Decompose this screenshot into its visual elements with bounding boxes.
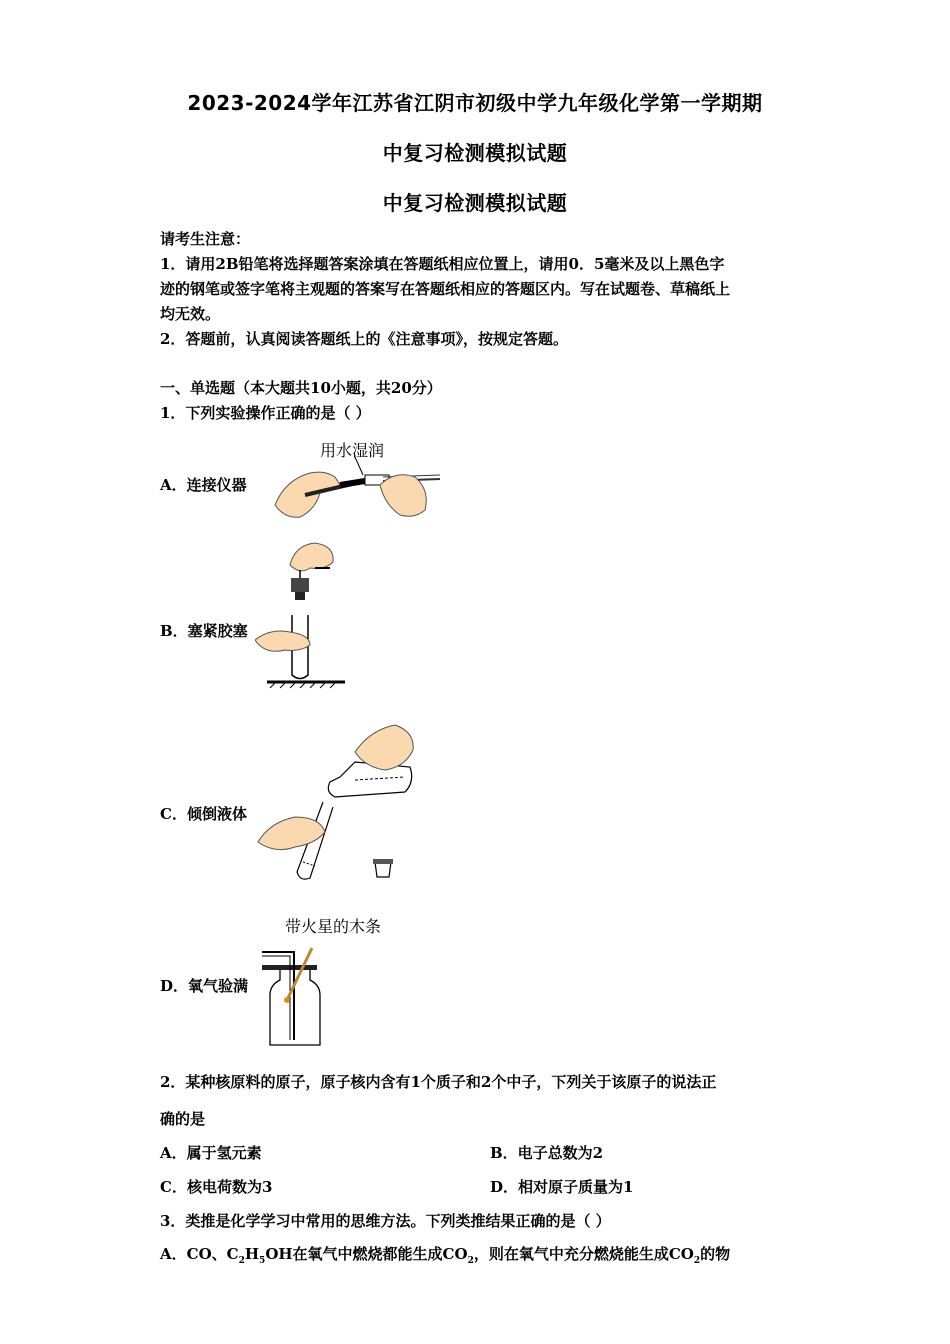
q2-option-c: C．核电荷数为3 (160, 1178, 273, 1196)
q1-option-c: C．倾倒液体 (160, 805, 247, 823)
q1-option-d: D．氧气验满 (160, 977, 249, 995)
section1-heading: 一、单选题（本大题共10小题，共20分） (160, 379, 442, 397)
q3-option-a: A．CO、$C_2H_5OH$在氧气中燃烧都能生成$CO_2$，则在氧气中充分燃烧能生成$CO_2$的物 (160, 1245, 731, 1266)
page-title-line3: 中复习检测模拟试题 (382, 191, 568, 215)
page-title-line1: 2023-2024学年江苏省江阴市初级中学九年级化学第一学期期 (187, 91, 763, 115)
notice-item1-line2: 迹的钢笔或签字笔将主观题的答案写在答题纸相应的答题区内。写在试题卷、草稿纸上 (160, 280, 731, 298)
q1-option-a-figure (265, 455, 445, 525)
notice-item1-line3: 均无效。 (160, 305, 221, 323)
q2-stem-line1: 2．某种核原料的原子，原子核内含有1个质子和2个中子，下列关于该原子的说法正 (160, 1073, 717, 1091)
q2-option-b: B．电子总数为2 (490, 1144, 604, 1162)
q2-option-d: D．相对原子质量为1 (490, 1178, 634, 1196)
q1-stem: 1．下列实验操作正确的是（ ） (160, 404, 371, 422)
q1-option-b: B．塞紧胶塞 (160, 622, 248, 640)
notice-item2: 2．答题前，认真阅读答题纸上的《注意事项》，按规定答题。 (160, 330, 568, 348)
notice-item1-line1: 1．请用2B铅笔将选择题答案涂填在答题纸相应位置上，请用0．5毫米及以上黑色字 (160, 255, 725, 273)
q1-option-a-caption: 用水湿润 (320, 441, 385, 460)
q2-option-a: A．属于氢元素 (160, 1144, 262, 1162)
notice-heading: 请考生注意： (160, 230, 251, 248)
q1-option-c-figure (255, 722, 425, 887)
q1-option-a: A．连接仪器 (160, 476, 247, 494)
q1-option-d-caption: 带火星的木条 (285, 917, 382, 936)
q3-stem: 3．类推是化学学习中常用的思维方法。下列类推结果正确的是（ ） (160, 1212, 611, 1230)
page-title-line2: 中复习检测模拟试题 (382, 141, 568, 165)
q2-stem-line2: 确的是 (160, 1110, 206, 1128)
q1-option-b-figure (255, 540, 355, 690)
q1-option-d-figure (262, 940, 332, 1050)
